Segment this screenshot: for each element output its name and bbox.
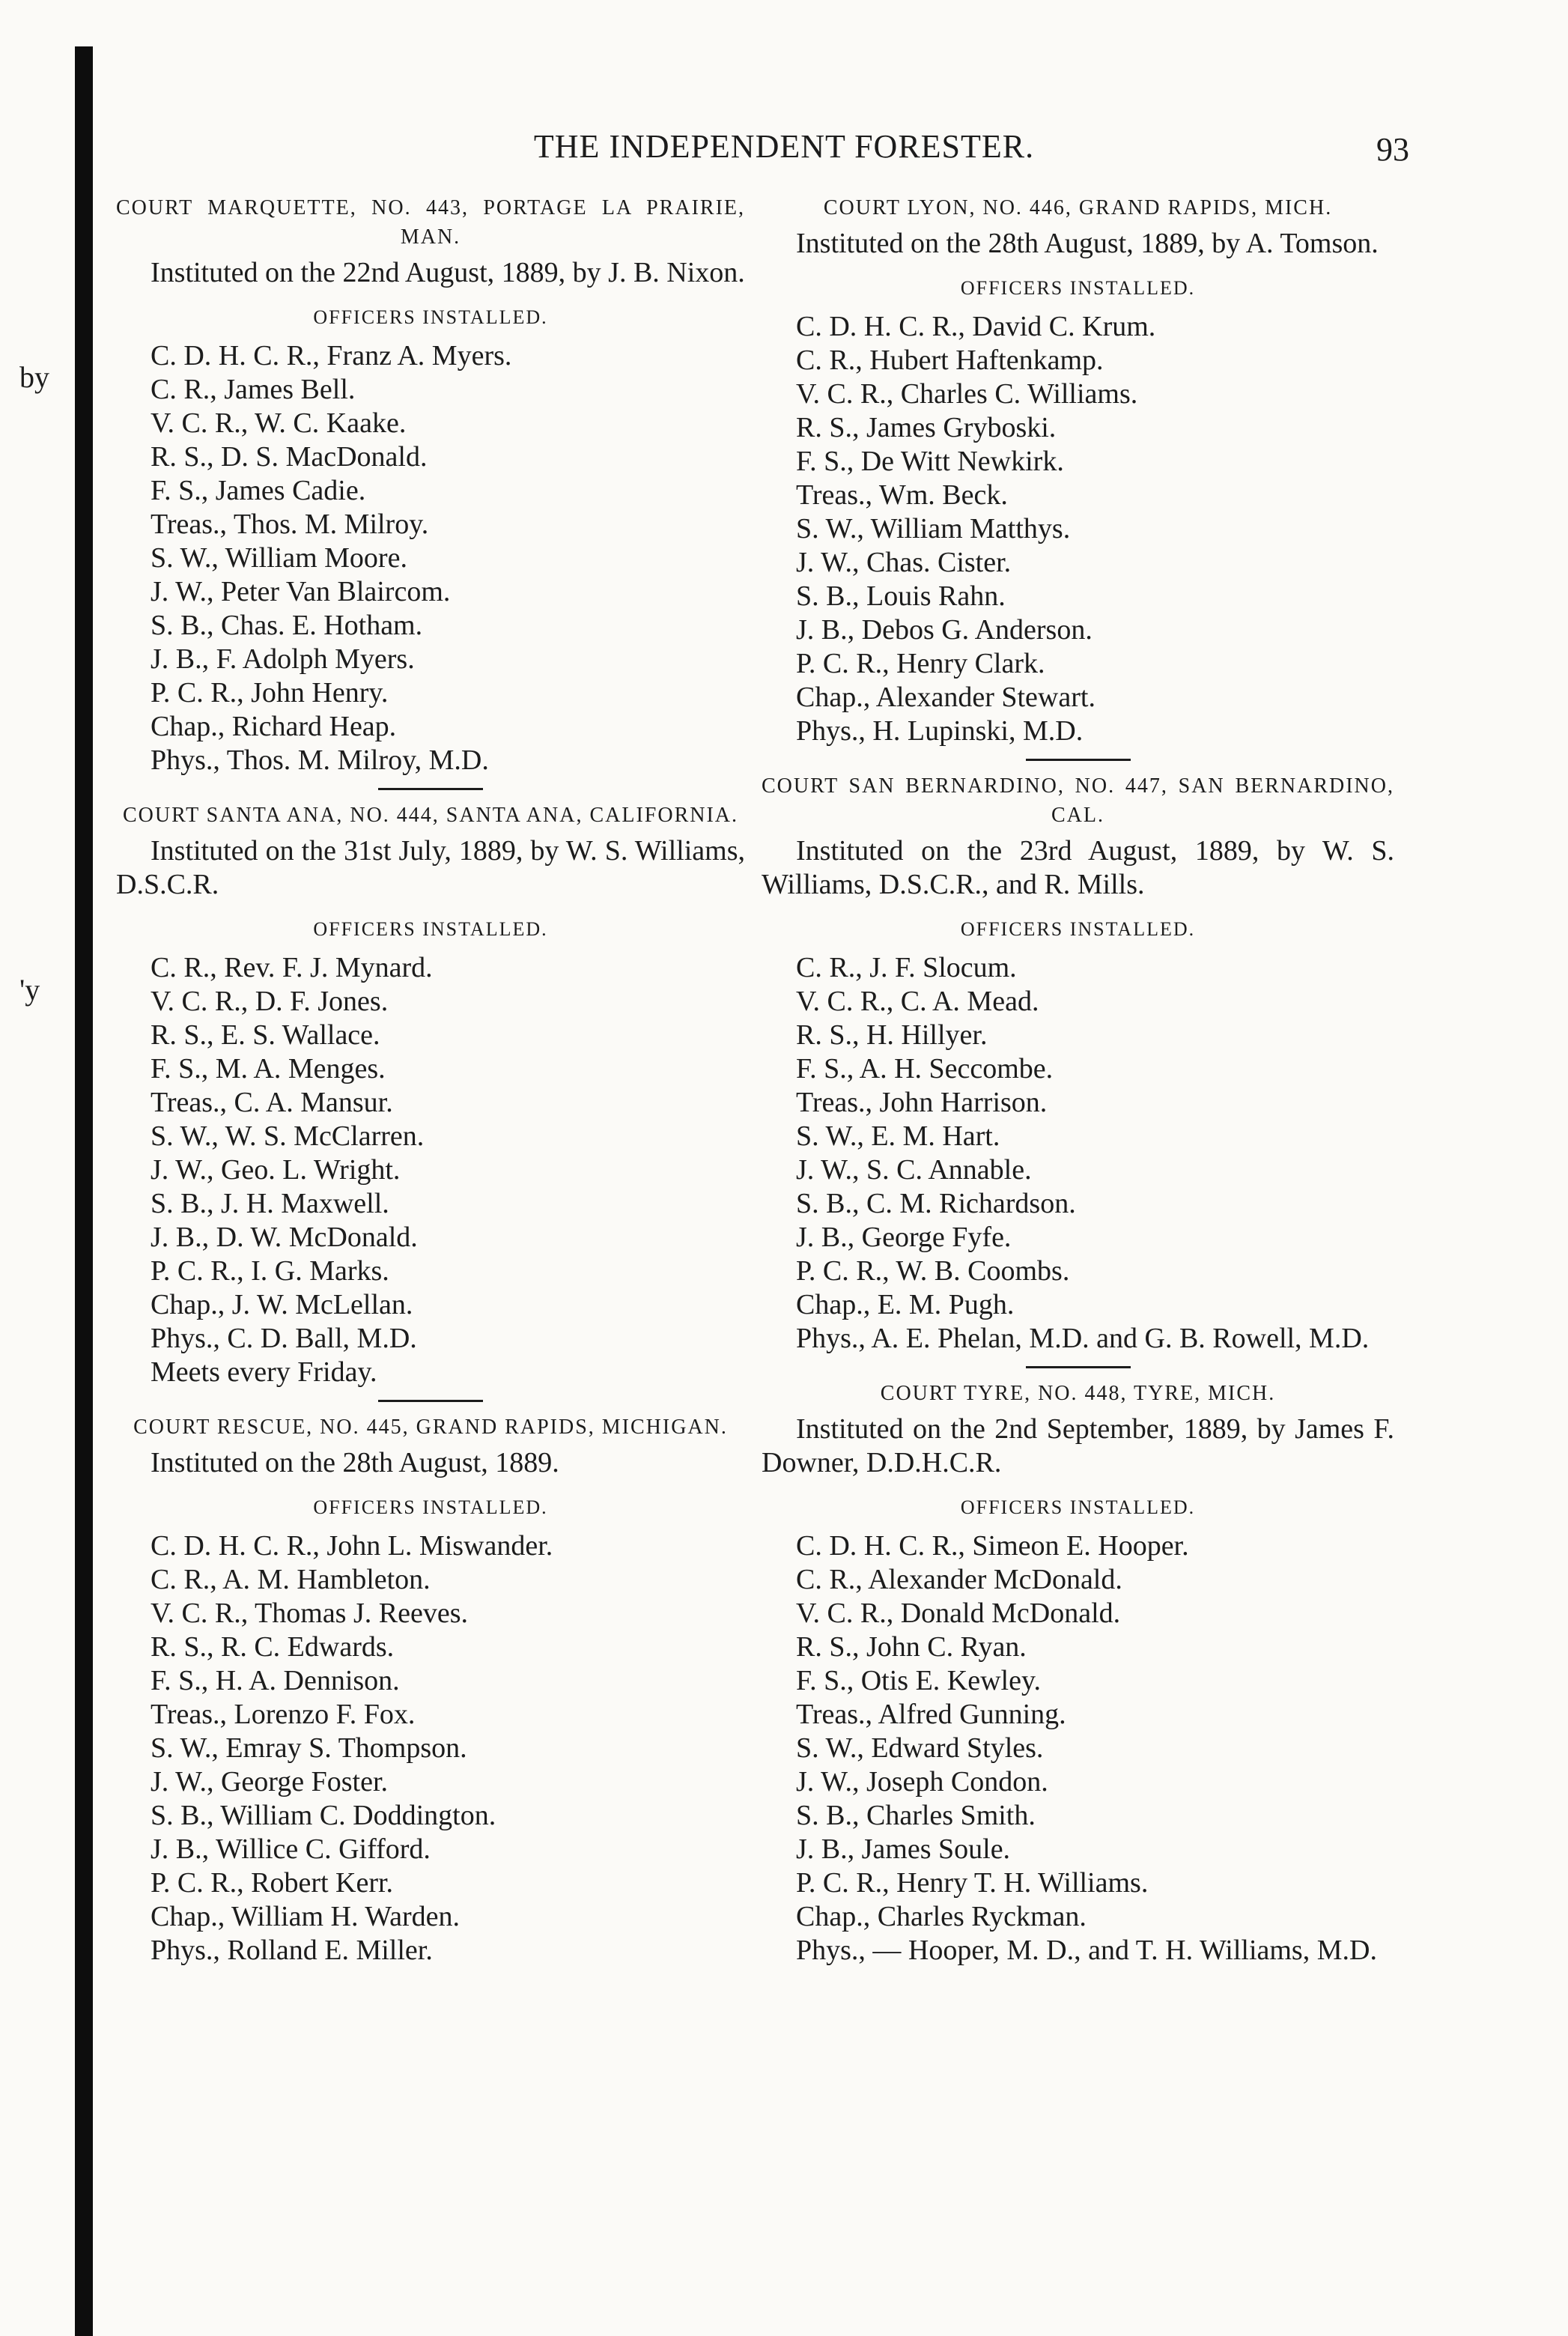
officer-entry: C. R., Rev. F. J. Mynard. (151, 952, 433, 983)
court-section (762, 193, 1394, 748)
officer-entry: P. C. R., Henry Clark. (796, 648, 1045, 679)
officer-entry: J. B., F. Adolph Myers. (151, 643, 415, 675)
officer-entry: F. S., Otis E. Kewley. (796, 1665, 1041, 1696)
officer-entry: C. D. H. C. R., John L. Miswander. (151, 1530, 553, 1562)
section-divider (378, 1400, 483, 1402)
officer-entry: Phys., A. E. Phelan, M.D. and G. B. Rowell, M.D. (796, 1323, 1370, 1354)
running-header: THE INDEPENDENT FORESTER. (533, 128, 1035, 165)
officer-entry: S. B., Charles Smith. (796, 1800, 1036, 1831)
officers-installed-heading: OFFICERS INSTALLED. (960, 918, 1196, 940)
officer-entry: S. B., C. M. Richardson. (796, 1188, 1076, 1219)
officer-entry: V. C. R., D. F. Jones. (151, 986, 389, 1017)
officer-entry: R. S., John C. Ryan. (796, 1631, 1027, 1663)
officer-entry: J. B., D. W. McDonald. (151, 1222, 418, 1253)
court-heading: COURT LYON, NO. 446, GRAND RAPIDS, MICH. (823, 196, 1333, 219)
officer-entry: J. W., Geo. L. Wright. (151, 1154, 401, 1186)
officer-entry: F. S., M. A. Menges. (151, 1053, 386, 1084)
court-heading: COURT MARQUETTE, NO. 443, PORTAGE LA PRAIRIE, MAN. (116, 196, 745, 249)
instituted-text: Instituted on the 23rd August, 1889, by W. S. Williams, D.S.C.R., and R. Mills. (762, 835, 1394, 900)
officer-entry: Treas., Wm. Beck. (796, 479, 1008, 511)
court-heading: COURT SANTA ANA, NO. 444, SANTA ANA, CALIFORNIA. (122, 804, 739, 827)
officer-entry: V. C. R., Charles C. Williams. (796, 378, 1138, 410)
officer-entry: V. C. R., C. A. Mead. (796, 986, 1039, 1017)
officers-installed-heading: OFFICERS INSTALLED. (313, 918, 548, 940)
instituted-text: Instituted on the 2nd September, 1889, by James F. Downer, D.D.H.C.R. (762, 1413, 1394, 1478)
officer-entry: C. R., Alexander McDonald. (796, 1564, 1122, 1595)
officer-entry: Treas., Thos. M. Milroy. (151, 509, 429, 540)
officer-entry: S. B., Chas. E. Hotham. (151, 610, 423, 641)
officer-entry: P. C. R., Henry T. H. Williams. (796, 1867, 1149, 1899)
court-section (762, 771, 1394, 1356)
officer-entry: F. S., James Cadie. (151, 475, 366, 506)
officer-entry: R. S., H. Hillyer. (796, 1019, 988, 1051)
officer-entry: Phys., H. Lupinski, M.D. (796, 715, 1084, 747)
officers-installed-heading: OFFICERS INSTALLED. (960, 1496, 1196, 1518)
officer-entry: J. B., James Soule. (796, 1833, 1011, 1865)
officer-entry: R. S., R. C. Edwards. (151, 1631, 395, 1663)
instituted-text: Instituted on the 31st July, 1889, by W. S. Williams, D.S.C.R. (116, 835, 745, 900)
instituted-text: Instituted on the 22nd August, 1889, by J. B. Nixon. (151, 257, 745, 288)
officer-entry: S. B., J. H. Maxwell. (151, 1188, 389, 1219)
officer-entry: P. C. R., I. G. Marks. (151, 1255, 389, 1287)
scan-edge-bar (75, 46, 93, 2336)
margin-fragment: 'y (19, 973, 40, 1007)
officer-entry: J. W., Joseph Condon. (796, 1766, 1048, 1797)
officer-entry: C. D. H. C. R., David C. Krum. (796, 311, 1156, 342)
left-column (116, 193, 745, 1968)
officer-entry: R. S., D. S. MacDonald. (151, 441, 428, 473)
officer-entry: F. S., De Witt Newkirk. (796, 446, 1064, 477)
officer-entry: P. C. R., John Henry. (151, 677, 389, 709)
court-heading: COURT SAN BERNARDINO, NO. 447, SAN BERNARDINO, CAL. (762, 774, 1394, 827)
section-divider (1026, 759, 1131, 761)
officer-entry: J. W., George Foster. (151, 1766, 389, 1797)
section-divider (1026, 1366, 1131, 1368)
court-section (116, 1413, 745, 1968)
officer-entry: Phys., Thos. M. Milroy, M.D. (151, 744, 489, 776)
instituted-text: Instituted on the 28th August, 1889, by A. Tomson. (796, 228, 1379, 259)
page-number: 93 (1376, 131, 1409, 168)
officer-entry: J. W., Peter Van Blaircom. (151, 576, 451, 607)
officer-entry: S. W., William Matthys. (796, 513, 1071, 544)
officer-entry: V. C. R., Donald McDonald. (796, 1598, 1121, 1629)
officer-entry: P. C. R., W. B. Coombs. (796, 1255, 1070, 1287)
officer-entry: Chap., E. M. Pugh. (796, 1289, 1015, 1320)
court-heading: COURT TYRE, NO. 448, TYRE, MICH. (880, 1382, 1276, 1405)
officer-entry: Phys., Rolland E. Miller. (151, 1935, 433, 1966)
officer-entry: R. S., E. S. Wallace. (151, 1019, 380, 1051)
officer-entry: Treas., Lorenzo F. Fox. (151, 1699, 416, 1730)
instituted-text: Instituted on the 28th August, 1889. (151, 1447, 559, 1478)
officer-entry: C. R., James Bell. (151, 374, 356, 405)
officer-entry: Treas., Alfred Gunning. (796, 1699, 1066, 1730)
court-section (116, 801, 745, 1389)
officer-entry: Chap., William H. Warden. (151, 1901, 460, 1932)
officer-entry: S. W., Emray S. Thompson. (151, 1732, 467, 1764)
officer-entry: S. B., William C. Doddington. (151, 1800, 496, 1831)
officer-entry: Meets every Friday. (151, 1356, 377, 1388)
officer-entry: C. D. H. C. R., Simeon E. Hooper. (796, 1530, 1189, 1562)
officer-entry: S. W., William Moore. (151, 542, 407, 574)
officer-entry: V. C. R., Thomas J. Reeves. (151, 1598, 468, 1629)
officer-entry: J. B., Debos G. Anderson. (796, 614, 1093, 646)
officers-installed-heading: OFFICERS INSTALLED. (313, 1496, 548, 1518)
officer-entry: S. W., Edward Styles. (796, 1732, 1044, 1764)
officer-entry: Phys., C. D. Ball, M.D. (151, 1323, 417, 1354)
officer-entry: J. B., Willice C. Gifford. (151, 1833, 431, 1865)
officer-entry: R. S., James Gryboski. (796, 412, 1057, 443)
officer-entry: Chap., Alexander Stewart. (796, 682, 1096, 713)
section-divider (378, 788, 483, 790)
right-column (762, 193, 1394, 1968)
officer-entry: S. B., Louis Rahn. (796, 580, 1006, 612)
court-section (762, 1379, 1394, 1968)
officer-entry: J. W., S. C. Annable. (796, 1154, 1032, 1186)
court-heading: COURT RESCUE, NO. 445, GRAND RAPIDS, MICHIGAN. (133, 1416, 728, 1439)
officer-entry: J. B., George Fyfe. (796, 1222, 1012, 1253)
officers-installed-heading: OFFICERS INSTALLED. (313, 306, 548, 328)
margin-fragment: by (19, 360, 49, 394)
officer-entry: C. R., A. M. Hambleton. (151, 1564, 431, 1595)
officer-entry: Chap., Charles Ryckman. (796, 1901, 1087, 1932)
officer-entry: Phys., — Hooper, M. D., and T. H. Williams, M.D. (796, 1935, 1377, 1966)
officer-entry: S. W., W. S. McClarren. (151, 1120, 425, 1152)
officer-entry: F. S., A. H. Seccombe. (796, 1053, 1054, 1084)
officer-entry: C. R., Hubert Haftenkamp. (796, 345, 1104, 376)
officer-entry: Chap., Richard Heap. (151, 711, 397, 742)
officer-entry: P. C. R., Robert Kerr. (151, 1867, 394, 1899)
officer-entry: Treas., C. A. Mansur. (151, 1087, 393, 1118)
officer-entry: J. W., Chas. Cister. (796, 547, 1012, 578)
court-section (116, 193, 745, 777)
officer-entry: F. S., H. A. Dennison. (151, 1665, 400, 1696)
officer-entry: S. W., E. M. Hart. (796, 1120, 1000, 1152)
officers-installed-heading: OFFICERS INSTALLED. (960, 277, 1196, 299)
officer-entry: C. D. H. C. R., Franz A. Myers. (151, 340, 512, 371)
officer-entry: C. R., J. F. Slocum. (796, 952, 1017, 983)
officer-entry: Treas., John Harrison. (796, 1087, 1048, 1118)
officer-entry: V. C. R., W. C. Kaake. (151, 407, 407, 439)
officer-entry: Chap., J. W. McLellan. (151, 1289, 413, 1320)
